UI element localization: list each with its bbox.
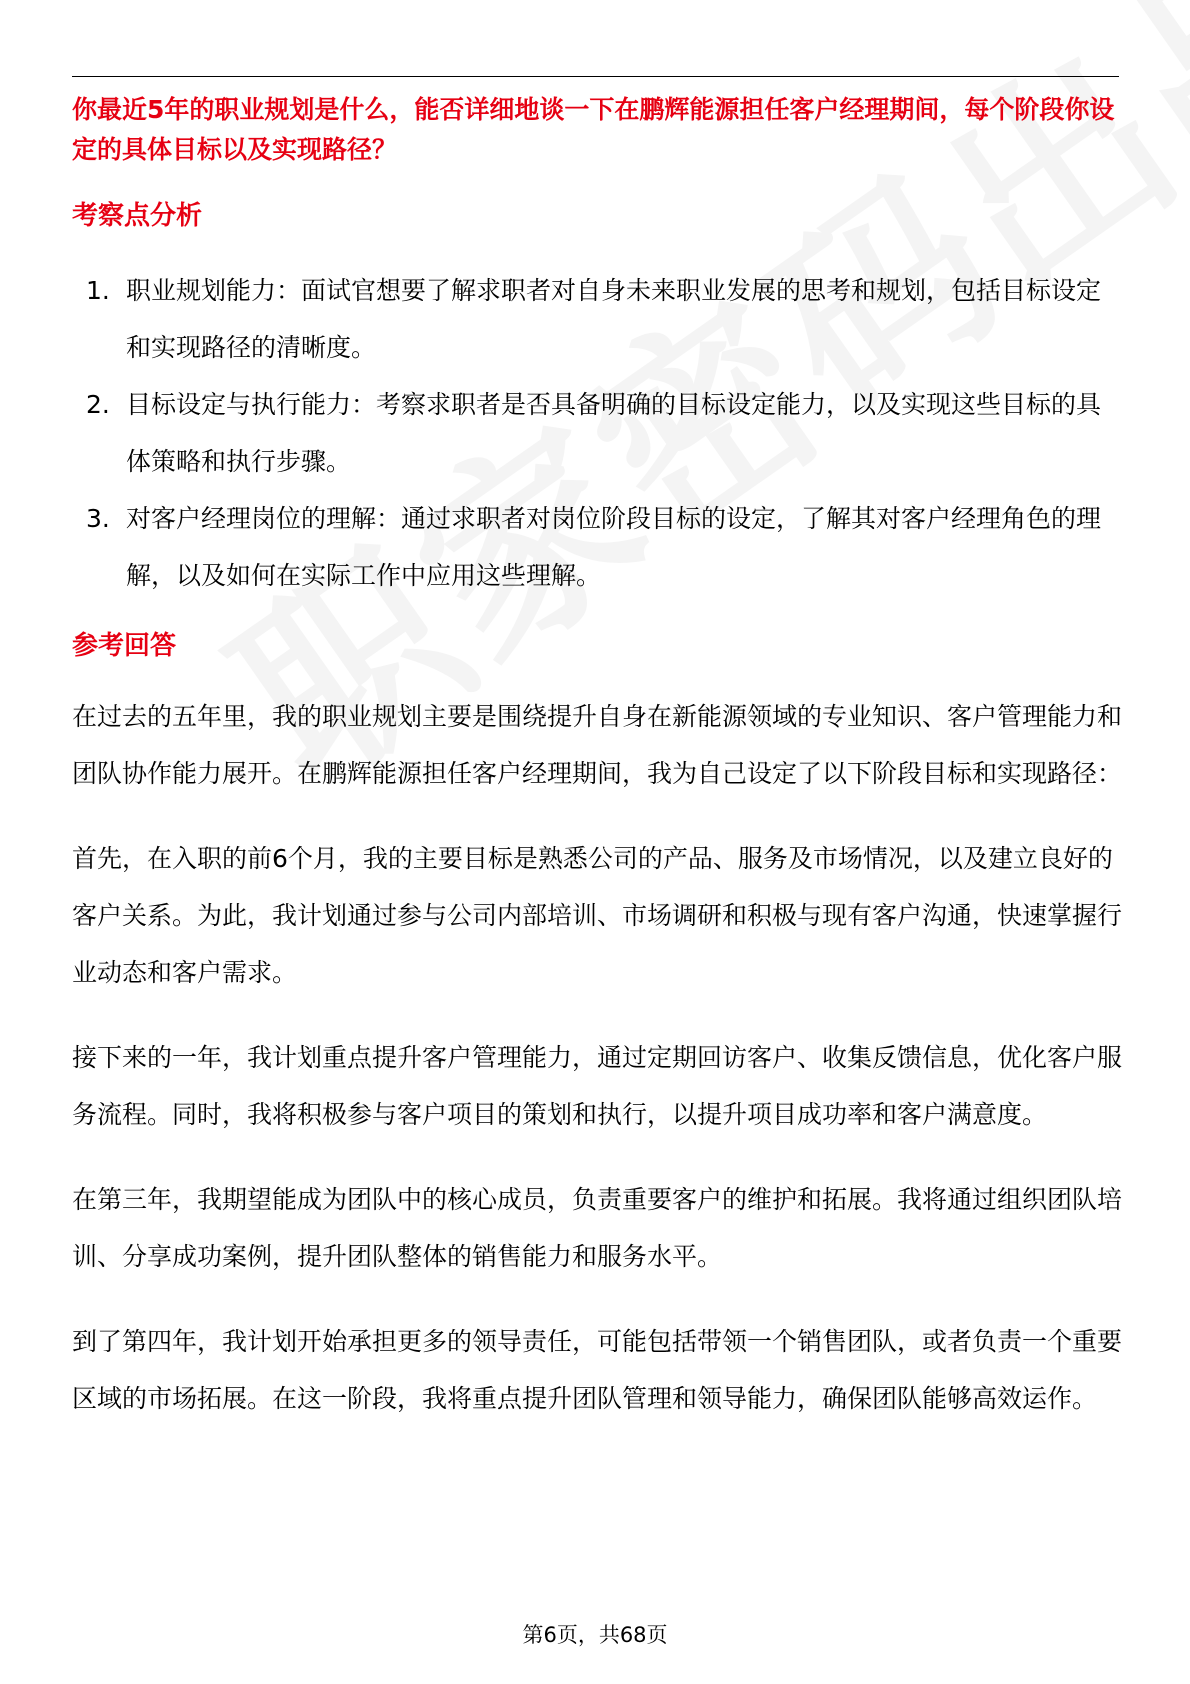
point-number: 1.: [86, 276, 110, 305]
point-text: 职业规划能力：面试官想要了解求职者对自身未来职业发展的思考和规划，包括目标设定和实现路径的清晰度。: [126, 276, 1102, 362]
answer-paragraph: 接下来的一年，我计划重点提升客户管理能力，通过定期回访客户、收集反馈信息，优化客户服务流程。同时，我将积极参与客户项目的策划和执行，以提升项目成功率和客户满意度。: [72, 1043, 1123, 1129]
analysis-points: [72, 262, 1122, 604]
analysis-point: [72, 262, 1122, 376]
point-text: 目标设定与执行能力：考察求职者是否具备明确的目标设定能力，以及实现这些目标的具体策略和执行步骤。: [126, 390, 1102, 476]
question-heading: 你最近5年的职业规划是什么，能否详细地谈一下在鹏辉能源担任客户经理期间，每个阶段你设定的具体目标以及实现路径？: [72, 95, 1115, 164]
point-number: 2.: [86, 390, 110, 419]
analysis-point: [72, 376, 1122, 490]
page-content: [72, 90, 1122, 1427]
top-rule: [72, 76, 1119, 77]
analysis-point: [72, 490, 1122, 604]
page-number-footer: 第6页，共68页: [522, 1623, 668, 1647]
point-number: 3.: [86, 504, 110, 533]
answer-paragraph: 在过去的五年里，我的职业规划主要是围绕提升自身在新能源领域的专业知识、客户管理能力和团队协作能力展开。在鹏辉能源担任客户经理期间，我为自己设定了以下阶段目标和实现路径：: [72, 702, 1123, 788]
answer-paragraph: 到了第四年，我计划开始承担更多的领导责任，可能包括带领一个销售团队，或者负责一个重要区域的市场拓展。在这一阶段，我将重点提升团队管理和领导能力，确保团队能够高效运作。: [72, 1327, 1123, 1413]
answer-paragraph: 首先，在入职的前6个月，我的主要目标是熟悉公司的产品、服务及市场情况，以及建立良好的客户关系。为此，我计划通过参与公司内部培训、市场调研和积极与现有客户沟通，快速掌握行业动态和客户需求。: [72, 844, 1123, 987]
point-text: 对客户经理岗位的理解：通过求职者对岗位阶段目标的设定，了解其对客户经理角色的理解，以及如何在实际工作中应用这些理解。: [126, 504, 1102, 590]
analysis-title: 考察点分析: [72, 201, 203, 231]
answer-title: 参考回答: [72, 631, 177, 661]
answer-paragraph: 在第三年，我期望能成为团队中的核心成员，负责重要客户的维护和拓展。我将通过组织团队培训、分享成功案例，提升团队整体的销售能力和服务水平。: [72, 1185, 1123, 1271]
